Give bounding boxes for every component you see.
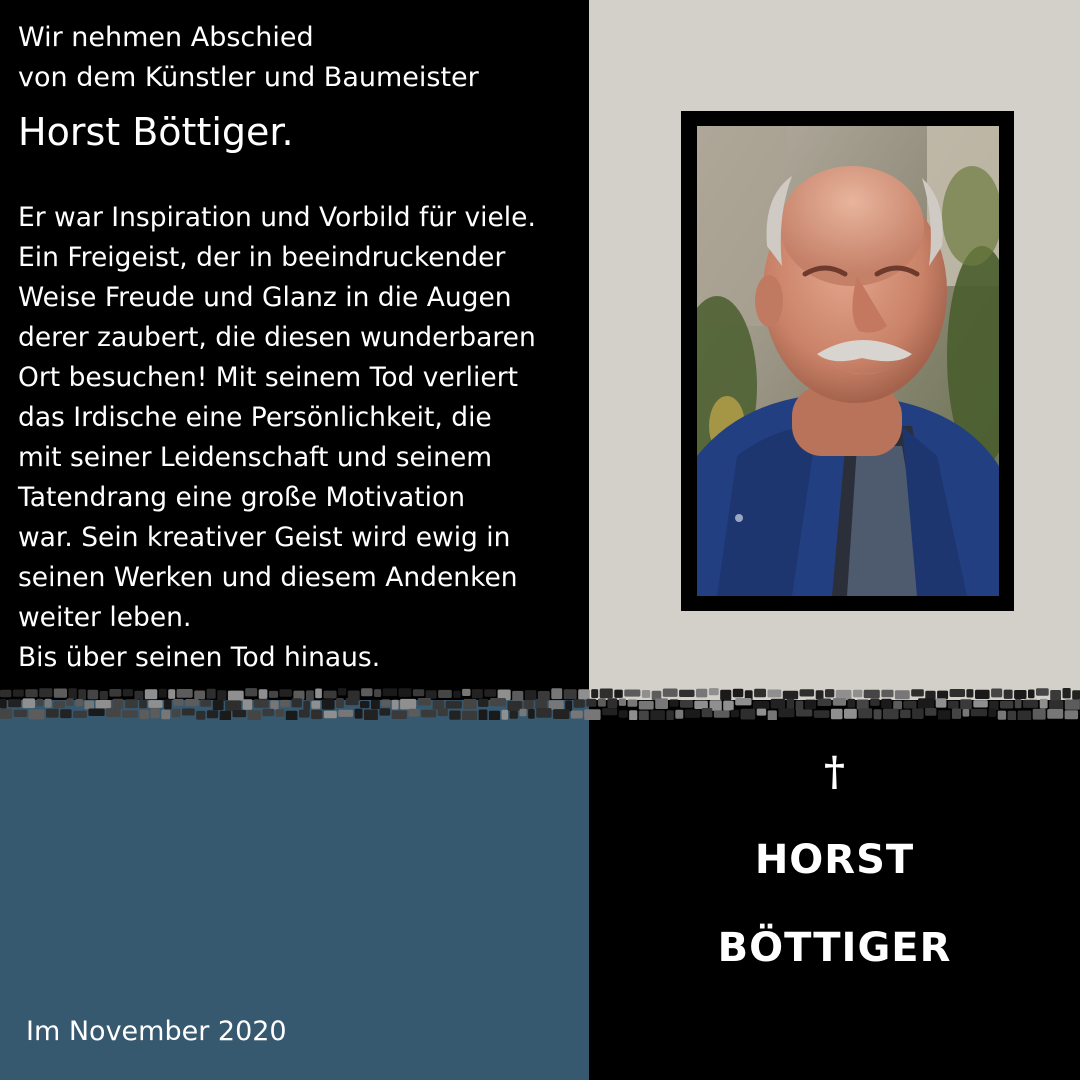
mosaic-tile bbox=[109, 689, 121, 697]
mosaic-tile bbox=[754, 689, 766, 697]
mosaic-tile bbox=[371, 700, 380, 709]
tribute-line: derer zaubert, die diesen wunderbaren bbox=[18, 322, 536, 353]
mosaic-tile bbox=[322, 699, 335, 709]
mosaic-tile bbox=[269, 691, 278, 698]
mosaic-tile bbox=[462, 711, 477, 720]
tribute-line: Tatendrang eine große Motivation bbox=[18, 482, 465, 513]
mosaic-tile bbox=[1063, 688, 1071, 698]
mosaic-tile bbox=[400, 699, 416, 710]
tribute-line: das Irdische eine Persönlichkeit, die bbox=[18, 402, 492, 433]
mosaic-tile bbox=[69, 688, 77, 699]
mosaic-tile bbox=[418, 698, 432, 706]
mosaic-tile bbox=[173, 699, 184, 706]
mosaic-tile bbox=[276, 709, 285, 717]
intro-line-1: Wir nehmen Abschied bbox=[18, 22, 314, 53]
mosaic-tile bbox=[991, 689, 1002, 698]
mosaic-tile bbox=[303, 701, 310, 711]
mosaic-divider bbox=[0, 684, 1080, 720]
mosaic-tile bbox=[311, 710, 322, 719]
mosaic-tile bbox=[122, 710, 138, 717]
mosaic-tile bbox=[753, 701, 769, 709]
mosaic-tile bbox=[25, 689, 37, 697]
mosaic-tile bbox=[472, 689, 483, 698]
mosaic-tile bbox=[139, 700, 147, 709]
mosaic-tile bbox=[574, 699, 585, 708]
mosaic-tile bbox=[571, 711, 583, 719]
mosaic-tile bbox=[960, 699, 972, 709]
mosaic-tile bbox=[60, 709, 71, 718]
mosaic-tile bbox=[311, 701, 320, 709]
mosaic-tile bbox=[413, 689, 424, 696]
mosaic-tile bbox=[8, 699, 21, 707]
mosaic-tile bbox=[364, 710, 378, 721]
mosaic-tile bbox=[53, 701, 65, 708]
mosaic-tile bbox=[88, 709, 104, 717]
mosaic-tile bbox=[140, 710, 149, 719]
mosaic-tile bbox=[578, 689, 590, 700]
mosaic-tile bbox=[245, 688, 257, 696]
mosaic-tile bbox=[655, 698, 668, 709]
mosaic-tile bbox=[123, 689, 133, 696]
mosaic-tile bbox=[918, 698, 934, 708]
tribute-line: weiter leben. bbox=[18, 602, 192, 633]
mosaic-tile bbox=[864, 690, 880, 698]
mosaic-tile bbox=[259, 689, 268, 699]
mosaic-tile bbox=[1028, 690, 1035, 699]
mosaic-tile bbox=[145, 689, 158, 699]
mosaic-tile bbox=[194, 691, 205, 700]
mosaic-tile bbox=[510, 711, 518, 719]
mosaic-tile bbox=[883, 709, 899, 720]
mosaic-tile bbox=[639, 701, 654, 710]
mosaic-tile bbox=[88, 690, 99, 700]
mosaic-tile bbox=[1036, 688, 1049, 695]
mosaic-tile bbox=[463, 699, 476, 709]
mosaic-tile bbox=[1065, 710, 1079, 719]
mosaic-tile bbox=[553, 709, 569, 719]
mosaic-tile bbox=[438, 708, 448, 716]
mosaic-tile bbox=[426, 690, 437, 698]
mosaic-tile bbox=[338, 688, 346, 695]
mosaic-tile bbox=[731, 710, 739, 717]
mosaic-tile bbox=[925, 708, 936, 716]
mosaic-tile bbox=[355, 709, 363, 719]
mosaic-tile bbox=[286, 711, 298, 720]
mosaic-tile bbox=[975, 690, 990, 699]
mosaic-tile bbox=[733, 689, 744, 698]
mosaic-tile bbox=[551, 688, 562, 699]
mosaic-tile bbox=[200, 700, 211, 707]
mosaic-tile bbox=[614, 690, 623, 698]
mosaic-tile bbox=[680, 700, 693, 708]
tribute-line: seinen Werken und diesem Andenken bbox=[18, 562, 518, 593]
mosaic-tile bbox=[628, 700, 638, 707]
mosaic-tile bbox=[768, 690, 782, 698]
mosaic-tile bbox=[874, 709, 882, 719]
tribute-line: war. Sein kreativer Geist wird ewig in bbox=[18, 522, 511, 553]
mosaic-tile bbox=[895, 690, 910, 699]
mosaic-tile bbox=[564, 689, 577, 699]
mosaic-tile bbox=[870, 698, 879, 706]
mosaic-tile bbox=[1040, 699, 1048, 709]
mosaic-tile bbox=[735, 698, 751, 705]
mosaic-tile bbox=[233, 710, 247, 717]
mosaic-tile bbox=[624, 690, 640, 697]
mosaic-tile bbox=[619, 699, 626, 706]
mosaic-tile bbox=[778, 708, 794, 717]
mosaic-tile bbox=[694, 701, 708, 709]
mosaic-tile bbox=[787, 699, 795, 709]
mosaic-tile bbox=[338, 710, 353, 717]
mosaic-tile bbox=[768, 710, 777, 720]
mosaic-tile bbox=[0, 699, 7, 709]
mosaic-tile bbox=[814, 710, 830, 718]
mosaic-tile bbox=[675, 710, 683, 719]
mosaic-tile bbox=[591, 689, 598, 698]
mosaic-tile bbox=[172, 709, 181, 718]
deceased-name: Horst Böttiger. bbox=[18, 110, 294, 154]
mosaic-tile bbox=[796, 709, 812, 716]
mosaic-tile bbox=[106, 708, 120, 717]
mosaic-tile bbox=[629, 710, 637, 720]
mosaic-tile bbox=[528, 709, 535, 719]
mosaic-tile bbox=[963, 709, 970, 717]
mosaic-tile bbox=[844, 709, 857, 719]
mosaic-tile bbox=[666, 710, 673, 720]
big-name-last: BÖTTIGER bbox=[717, 925, 952, 971]
mosaic-tile bbox=[248, 710, 261, 720]
mosaic-tile bbox=[1033, 709, 1046, 720]
mosaic-tile bbox=[37, 699, 44, 707]
mosaic-tile bbox=[833, 698, 846, 706]
mosaic-tile bbox=[489, 711, 500, 720]
mosaic-tile bbox=[696, 689, 707, 698]
mosaic-tile bbox=[741, 709, 756, 720]
mosaic-tile bbox=[1015, 699, 1022, 708]
mosaic-tile bbox=[315, 689, 322, 699]
mosaic-tile bbox=[270, 700, 278, 709]
mosaic-tile bbox=[220, 711, 231, 720]
mosaic-tile bbox=[937, 691, 948, 700]
mosaic-tile bbox=[336, 698, 344, 708]
mosaic-tile bbox=[584, 709, 600, 720]
mosaic-tile bbox=[536, 708, 551, 718]
mosaic-tile bbox=[225, 700, 241, 711]
mosaic-tile bbox=[280, 700, 290, 707]
mosaic-tile bbox=[938, 710, 951, 719]
portrait-photo bbox=[697, 126, 999, 596]
mosaic-tile bbox=[857, 700, 869, 710]
mosaic-tile bbox=[306, 690, 314, 701]
mosaic-tile bbox=[196, 711, 205, 720]
mosaic-tile bbox=[796, 701, 804, 711]
mosaic-tile bbox=[893, 701, 902, 709]
mosaic-tile bbox=[663, 689, 678, 697]
mosaic-tile bbox=[134, 691, 143, 700]
tribute-line: Ein Freigeist, der in beeindruckender bbox=[18, 242, 506, 273]
big-name-first: HORST bbox=[754, 837, 915, 883]
mosaic-tile bbox=[881, 699, 892, 708]
mosaic-tile bbox=[650, 710, 665, 720]
mosaic-tile bbox=[46, 709, 59, 718]
mosaic-tile bbox=[771, 699, 785, 709]
latin-cross-icon: † bbox=[824, 748, 845, 795]
mosaic-tile bbox=[848, 699, 856, 708]
mosaic-tile bbox=[381, 699, 390, 706]
mosaic-tile bbox=[84, 701, 94, 710]
mosaic-tile bbox=[100, 691, 108, 700]
mosaic-tile bbox=[1065, 700, 1080, 710]
mosaic-tile bbox=[112, 699, 123, 709]
mosaic-tile bbox=[535, 699, 547, 709]
mosaic-tile bbox=[490, 698, 506, 706]
mosaic-tile bbox=[670, 699, 679, 706]
mosaic-tile bbox=[602, 708, 617, 715]
mosaic-tile bbox=[0, 709, 12, 719]
tribute-line: Bis über seinen Tod hinaus. bbox=[18, 642, 381, 673]
mosaic-tile bbox=[421, 710, 436, 718]
mosaic-tile bbox=[408, 709, 419, 717]
mosaic-tile bbox=[818, 699, 832, 707]
mosaic-tile bbox=[805, 700, 816, 710]
mosaic-tile bbox=[586, 699, 596, 707]
mosaic-tile bbox=[948, 701, 959, 709]
mosaic-tile bbox=[75, 699, 83, 706]
mosaic-tile bbox=[182, 708, 195, 715]
mosaic-tile bbox=[453, 691, 460, 698]
mosaic-tile bbox=[29, 709, 45, 719]
mosaic-tile bbox=[881, 690, 893, 698]
mosaic-tile bbox=[936, 698, 947, 707]
mosaic-tile bbox=[243, 699, 253, 710]
tribute-line: Er war Inspiration und Vorbild für viele. bbox=[18, 202, 536, 233]
mosaic-tile bbox=[185, 699, 199, 706]
mosaic-tile bbox=[324, 691, 337, 699]
mosaic-tile bbox=[399, 688, 412, 697]
mosaic-tile bbox=[639, 711, 649, 720]
mosaic-tile bbox=[783, 691, 798, 700]
mosaic-tile bbox=[519, 709, 526, 717]
mosaic-tile bbox=[1047, 709, 1063, 719]
mosaic-tile bbox=[1050, 690, 1061, 701]
mosaic-tile bbox=[800, 689, 815, 696]
mosaic-tile bbox=[998, 711, 1006, 720]
mosaic-tile bbox=[1000, 701, 1013, 709]
mosaic-tile bbox=[449, 711, 460, 720]
mosaic-tile bbox=[598, 699, 606, 707]
mosaic-tile bbox=[709, 688, 719, 695]
mosaic-tile bbox=[714, 710, 730, 717]
mosaic-tile bbox=[989, 709, 997, 717]
mosaic-tile bbox=[685, 709, 700, 718]
mosaic-tile bbox=[1004, 690, 1013, 699]
mosaic-tile bbox=[525, 690, 537, 700]
mosaic-tile bbox=[1018, 711, 1032, 721]
mosaic-tile bbox=[299, 710, 310, 718]
portrait-frame bbox=[681, 111, 1014, 611]
mosaic-tile bbox=[361, 688, 372, 696]
mosaic-tile bbox=[14, 710, 28, 717]
mosaic-tile bbox=[392, 711, 407, 720]
mosaic-tile bbox=[816, 690, 824, 699]
mosaic-tile bbox=[346, 698, 359, 705]
mosaic-tile bbox=[619, 710, 628, 717]
mosaic-tile bbox=[148, 700, 162, 708]
mosaic-tile bbox=[0, 690, 11, 698]
date-text: Im November 2020 bbox=[26, 1016, 287, 1047]
mosaic-tile bbox=[702, 708, 713, 717]
mosaic-tile bbox=[831, 709, 843, 720]
mosaic-tile bbox=[438, 690, 452, 698]
mosaic-tile bbox=[950, 689, 965, 697]
mosaic-tile bbox=[607, 698, 617, 708]
mosaic-tile bbox=[73, 711, 87, 718]
mosaic-tile bbox=[679, 690, 694, 697]
mosaic-tile bbox=[324, 711, 337, 718]
mosaic-tile bbox=[478, 699, 488, 707]
mosaic-tile bbox=[524, 700, 534, 709]
mosaic-tile bbox=[600, 689, 613, 699]
mosaic-tile bbox=[911, 689, 924, 696]
mosaic-tile bbox=[280, 689, 292, 696]
mosaic-tile bbox=[392, 700, 399, 710]
mosaic-tile bbox=[254, 699, 269, 708]
mosaic-tile bbox=[1014, 690, 1026, 699]
mosaic-tile bbox=[217, 690, 226, 700]
mosaic-tile bbox=[973, 700, 988, 707]
mosaic-tile bbox=[512, 691, 523, 702]
mosaic-tile bbox=[213, 700, 224, 710]
tribute-text bbox=[18, 198, 536, 678]
mosaic-tile bbox=[479, 710, 488, 721]
mosaic-tile bbox=[1008, 711, 1017, 720]
mosaic-tile bbox=[23, 698, 36, 708]
mosaic-tile bbox=[379, 708, 390, 715]
mosaic-tile bbox=[723, 701, 734, 711]
mosaic-tile bbox=[757, 709, 767, 716]
mosaic-tile bbox=[177, 689, 193, 698]
mosaic-tile bbox=[96, 700, 111, 708]
mosaic-tile bbox=[45, 699, 52, 708]
mosaic-tile bbox=[383, 688, 397, 696]
mosaic-tile bbox=[446, 701, 462, 709]
mosaic-tile bbox=[1049, 700, 1063, 710]
mosaic-tile bbox=[952, 709, 961, 719]
mosaic-tile bbox=[262, 709, 274, 716]
tribute-line: Ort besuchen! Mit seinem Tod verliert bbox=[18, 362, 518, 393]
intro-text bbox=[18, 18, 479, 98]
mosaic-tile bbox=[1072, 690, 1080, 699]
mosaic-tile bbox=[374, 689, 381, 697]
mosaic-tile bbox=[164, 699, 172, 709]
mosaic-tile bbox=[13, 690, 24, 697]
mosaic-tile bbox=[825, 689, 834, 697]
mosaic-tile bbox=[720, 690, 731, 701]
mosaic-tile bbox=[159, 689, 167, 698]
mosaic-tile bbox=[168, 689, 175, 699]
mosaic-tile bbox=[900, 710, 911, 719]
mosaic-tile bbox=[207, 710, 218, 718]
mosaic-tile bbox=[78, 689, 86, 700]
tribute-line: mit seiner Leidenschaft und seinem bbox=[18, 442, 493, 473]
mosaic-tile bbox=[903, 701, 916, 709]
mosaic-tile bbox=[858, 708, 872, 718]
tribute-line: Weise Freude und Glanz in die Augen bbox=[18, 282, 512, 313]
mosaic-tile bbox=[151, 708, 160, 718]
mosaic-tile bbox=[360, 701, 369, 708]
mosaic-tile bbox=[207, 689, 216, 699]
mosaic-tile bbox=[642, 690, 650, 698]
mosaic-tile bbox=[971, 709, 987, 716]
intro-line-2: von dem Künstler und Baumeister bbox=[18, 62, 479, 93]
portrait-illustration bbox=[697, 126, 999, 596]
mosaic-tile bbox=[1023, 700, 1038, 708]
mosaic-tile bbox=[125, 699, 138, 708]
mosaic-tile bbox=[161, 710, 170, 720]
mosaic-tile bbox=[66, 698, 73, 706]
mosaic-tile bbox=[292, 698, 302, 707]
mosaic-tile bbox=[462, 689, 470, 696]
mosaic-tile bbox=[228, 691, 244, 701]
mosaic-tile bbox=[39, 688, 52, 697]
mosaic-tile bbox=[853, 690, 862, 698]
mosaic-tile bbox=[484, 689, 496, 697]
mosaic-tile bbox=[54, 689, 67, 698]
mosaic-tile bbox=[966, 689, 973, 697]
mosaic-tile bbox=[502, 710, 509, 720]
mosaic-tile bbox=[912, 708, 924, 719]
